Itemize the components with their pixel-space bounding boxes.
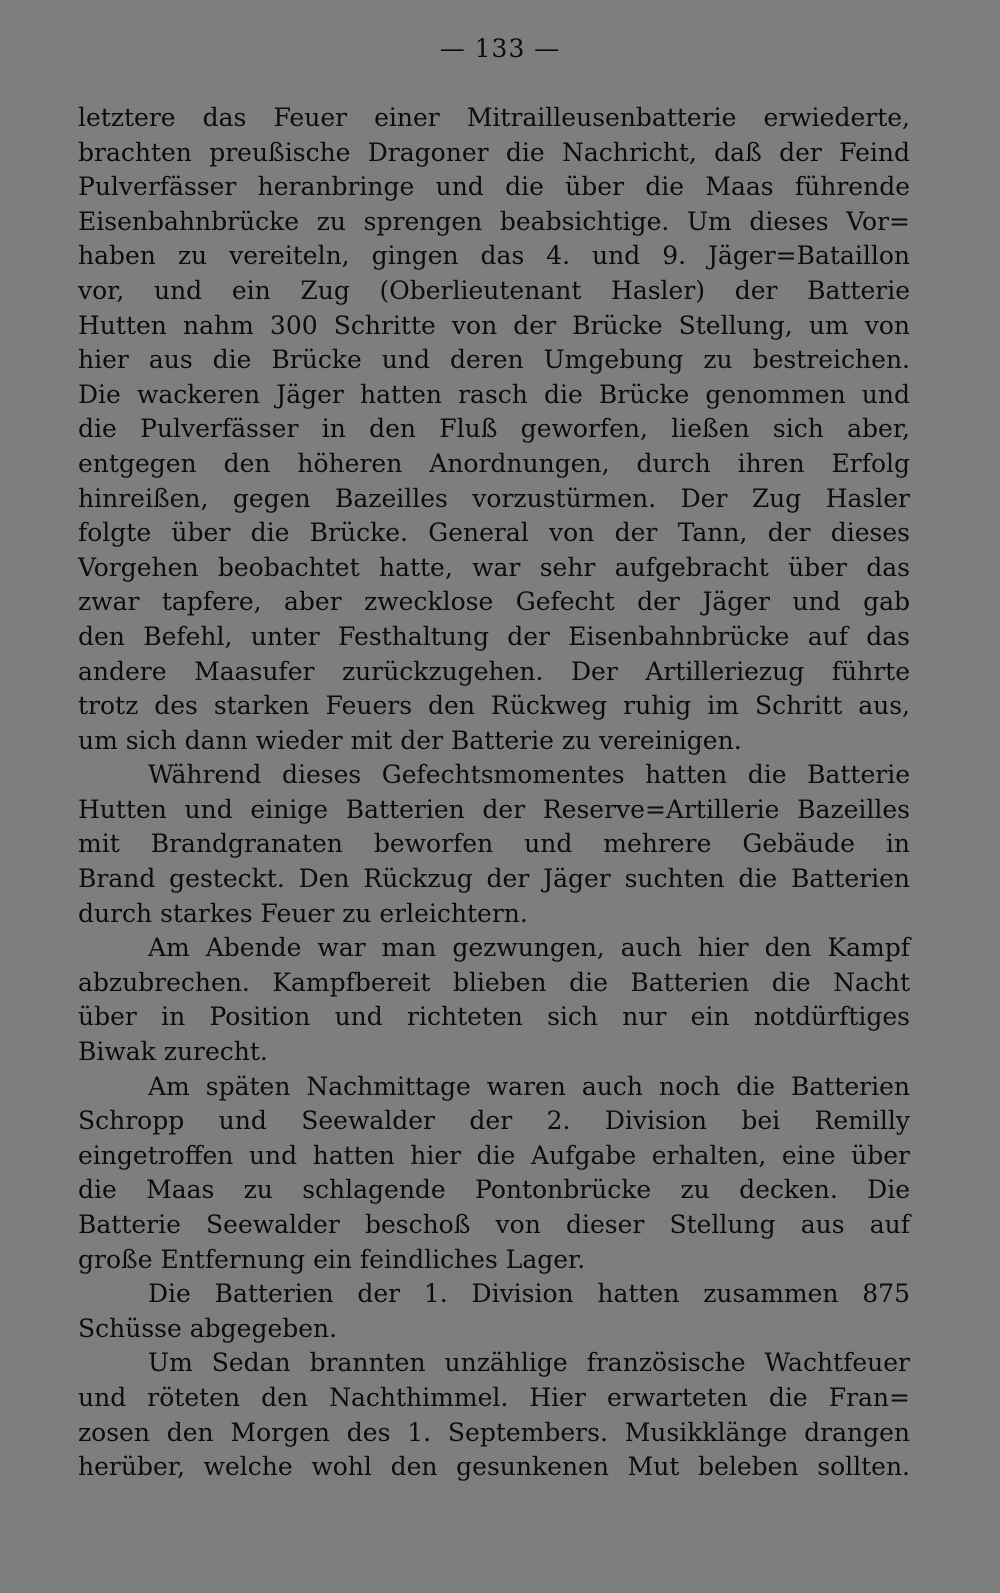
text-line: letztere das Feuer einer Mitrailleusenbatterie erwiederte,	[78, 103, 910, 132]
text-line: Hutten nahm 300 Schritte von der Brücke Stellung, um von	[78, 310, 910, 340]
text-line: entgegen den höheren Anordnungen, durch ihren Erfolg	[78, 448, 910, 478]
text-line: hinreißen, gegen Bazeilles vorzustürmen. Der Zug Hasler	[78, 483, 910, 513]
text-line: eingetroffen und hatten hier die Aufgabe erhalten, eine über	[78, 1140, 910, 1170]
text-line: haben zu vereiteln, gingen das 4. und 9. Jäger=Bataillon	[78, 241, 910, 271]
text-line: Um Sedan brannten unzählige französische Wachtfeuer	[148, 1348, 910, 1378]
text-line: Eisenbahnbrücke zu sprengen beabsichtige. Um dieses Vor=	[78, 206, 910, 236]
text-line: Schüsse abgegeben.	[78, 1313, 338, 1343]
text-line: Batterie Seewalder beschoß von dieser Stellung aus auf	[78, 1210, 910, 1239]
text-line: große Entfernung ein feindliches Lager.	[78, 1244, 586, 1274]
text-line: Die wackeren Jäger hatten rasch die Brücke genommen und	[78, 379, 910, 409]
text-line: Brand gesteckt. Den Rückzug der Jäger suchten die Batterien	[78, 864, 910, 894]
text-line: hier aus die Brücke und deren Umgebung zu bestreichen.	[78, 345, 910, 375]
text-line: Hutten und einige Batterien der Reserve=Artillerie Bazeilles	[78, 794, 910, 824]
text-line: die Maas zu schlagende Pontonbrücke zu decken. Die	[78, 1175, 910, 1205]
text-line: vor, und ein Zug (Oberlieutenant Hasler) der Batterie	[78, 275, 910, 305]
text-line: Am späten Nachmittage waren auch noch die Batterien	[148, 1071, 910, 1101]
text-line: Pulverfässer heranbringe und die über die Maas führende	[78, 172, 910, 202]
page-number: — 133 —	[439, 34, 561, 63]
text-line: um sich dann wieder mit der Batterie zu vereinigen.	[78, 725, 742, 755]
text-line: abzubrechen. Kampfbereit blieben die Batterien die Nacht	[78, 967, 910, 997]
text-line: andere Maasufer zurückzugehen. Der Artilleriezug führte	[78, 656, 910, 686]
text-line: folgte über die Brücke. General von der Tann, der dieses	[78, 518, 910, 548]
text-line: Schropp und Seewalder der 2. Division bei Remilly	[78, 1106, 910, 1136]
text-line: zwar tapfere, aber zwecklose Gefecht der Jäger und gab	[78, 587, 910, 617]
text-line: und röteten den Nachthimmel. Hier erwarteten die Fran=	[78, 1382, 910, 1412]
text-line: die Pulverfässer in den Fluß geworfen, ließen sich aber,	[78, 414, 910, 444]
text-line: brachten preußische Dragoner die Nachricht, daß der Feind	[78, 137, 910, 167]
text-line: zosen den Morgen des 1. Septembers. Musikklänge drangen	[78, 1417, 910, 1447]
text-line: durch starkes Feuer zu erleichtern.	[78, 898, 528, 928]
text-line: herüber, welche wohl den gesunkenen Mut beleben sollten.	[78, 1452, 910, 1482]
text-line: Biwak zurecht.	[78, 1037, 268, 1067]
text-line: über in Position und richteten sich nur ein notdürftiges	[78, 1002, 910, 1032]
body-text	[78, 101, 910, 1485]
text-line: den Befehl, unter Festhaltung der Eisenbahnbrücke auf das	[78, 621, 910, 651]
text-line: Vorgehen beobachtet hatte, war sehr aufgebracht über das	[78, 552, 910, 582]
text-line: Die Batterien der 1. Division hatten zusammen 875	[148, 1279, 910, 1309]
text-line: mit Brandgranaten beworfen und mehrere Gebäude in	[78, 829, 910, 859]
text-line: Während dieses Gefechtsmomentes hatten die Batterie	[148, 760, 910, 790]
text-line: Am Abende war man gezwungen, auch hier den Kampf	[148, 933, 910, 963]
text-line: trotz des starken Feuers den Rückweg ruhig im Schritt aus,	[78, 691, 910, 721]
